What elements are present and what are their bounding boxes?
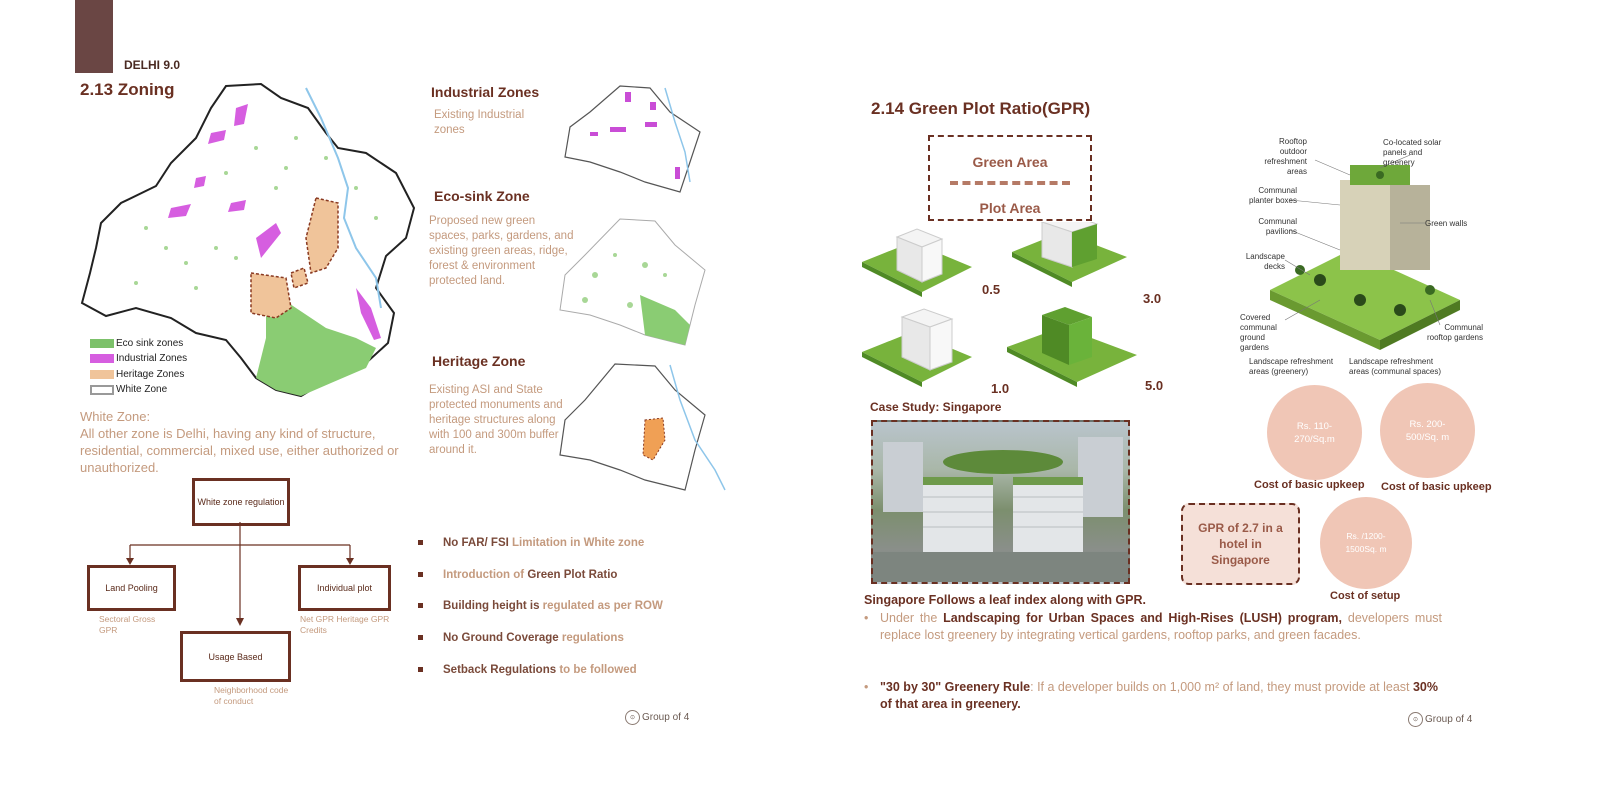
bullet-marker xyxy=(418,603,423,608)
bullet-ground-coverage xyxy=(418,632,624,644)
legend-label: Eco sink zones xyxy=(116,338,184,349)
section-title-zoning: 2.13 Zoning xyxy=(80,80,175,99)
point-text: : If a developer builds on 1,000 m² of land, they must provide at least xyxy=(1030,680,1413,694)
formula-numerator: Green Area xyxy=(972,154,1048,170)
eco-sink-map xyxy=(545,215,715,355)
singapore-hotel-photo xyxy=(871,420,1130,584)
bullet-bold: Building height is xyxy=(443,600,540,612)
cost-amount: Rs. /1200-1500Sq. m xyxy=(1345,531,1387,554)
bullet-gpr-intro xyxy=(418,569,617,581)
eco-sink-desc: Proposed new green spaces, parks, gardens, and existing green areas, ridge, forest & environment protected land. xyxy=(429,215,574,287)
bullet-marker xyxy=(418,635,423,640)
point-bold: 30% of that area in greenery. xyxy=(880,680,1439,711)
flow-individual-plot-note: Net GPR Heritage GPR Credits xyxy=(300,614,390,635)
legend-label: White Zone xyxy=(116,384,168,395)
label-planter: Communal planter boxes xyxy=(1248,186,1297,205)
flow-usage-based-note: Neighborhood code of conduct xyxy=(214,685,289,706)
flow-land-pooling-box xyxy=(87,565,176,611)
legend-swatch xyxy=(90,370,114,379)
label-rooftop-gardens: Communal rooftop gardens xyxy=(1426,323,1483,342)
lush-point xyxy=(864,610,1442,644)
greenery-rule-point xyxy=(864,679,1442,713)
cost-amount: Rs. 200-500/Sq. m xyxy=(1405,418,1450,443)
delhi-zoning-map xyxy=(76,78,426,398)
industrial-zones-map xyxy=(550,82,710,202)
label-pavilions: Communal pavilions xyxy=(1258,217,1297,236)
label-refresh-comm: Landscape refreshment areas (communal spaces) xyxy=(1349,357,1442,376)
photo-buildings xyxy=(873,422,1128,582)
flow-root-box xyxy=(192,478,290,526)
gpr-value-0-5: 0.5 xyxy=(982,282,1001,297)
label-decks: Landscape decks xyxy=(1245,252,1285,271)
left-footer xyxy=(625,710,689,725)
bullet-building-height xyxy=(418,600,663,612)
point-bold: "30 by 30" Greenery Rule xyxy=(880,680,1031,694)
eco-sink-title: Eco-sink Zone xyxy=(434,188,530,204)
flow-individual-plot-box xyxy=(298,565,391,611)
white-zone-heading: White Zone: xyxy=(80,409,151,424)
formula-divider xyxy=(950,181,1070,185)
cost-label-upkeep-1: Cost of basic upkeep xyxy=(1254,479,1365,491)
legend-swatch xyxy=(90,385,114,395)
cost-amount: Rs. 110-270/Sq.m xyxy=(1294,420,1335,445)
white-zone-text: All other zone is Delhi, having any kind of structure, residential, commercial, mixed use, either authorized or unauthorized. xyxy=(80,426,399,475)
point-bullet: • xyxy=(864,680,869,694)
gpr-hotel-badge xyxy=(1181,503,1300,585)
footer-label: Group of 4 xyxy=(1425,714,1473,725)
gpr-formula-box xyxy=(928,135,1092,221)
group-logo-icon: ⊙ xyxy=(625,710,640,725)
cost-label-upkeep-2: Cost of basic upkeep xyxy=(1381,481,1492,493)
singapore-heading: Singapore Follows a leaf index along with GPR. xyxy=(864,593,1146,607)
page-header: DELHI 9.0 xyxy=(124,58,181,72)
flow-usage-based-label: Usage Based xyxy=(208,651,263,662)
gpr-value-1-0: 1.0 xyxy=(991,381,1010,396)
flow-usage-based-box xyxy=(180,631,291,682)
gpr-hotel-text: GPR of 2.7 in a hotel in Singapore xyxy=(1198,521,1283,567)
right-footer xyxy=(1408,712,1472,727)
header-accent-bar xyxy=(75,0,113,73)
bullet-marker xyxy=(418,540,423,545)
bullet-light: regulations xyxy=(561,632,624,644)
heritage-zone-title: Heritage Zone xyxy=(432,353,526,369)
legend-label: Heritage Zones xyxy=(116,369,185,380)
legend-swatch xyxy=(90,339,114,348)
cost-label-setup: Cost of setup xyxy=(1330,590,1401,602)
bullet-bold: No Ground Coverage xyxy=(443,632,559,644)
legend-industrial xyxy=(90,353,187,364)
point-bold: Landscaping for Urban Spaces and High-Rises (LUSH) program, xyxy=(943,611,1342,625)
flow-land-pooling-note: Sectoral Gross GPR xyxy=(99,614,156,635)
label-refresh-green: Landscape refreshment areas (greenery) xyxy=(1249,357,1334,376)
bullet-no-far xyxy=(418,537,644,549)
bullet-light: to be followed xyxy=(559,664,637,676)
bullet-setback xyxy=(418,664,637,676)
label-rooftop-outdoor: Rooftop outdoor refreshment areas xyxy=(1264,137,1307,176)
industrial-zones-desc: Existing Industrial zones xyxy=(434,109,525,136)
legend-heritage xyxy=(90,369,184,380)
heritage-zone-map xyxy=(545,360,730,500)
flow-root-label: White zone regulation xyxy=(197,497,285,507)
flow-individual-plot-label: Individual plot xyxy=(316,583,373,593)
gpr-examples-illustration xyxy=(862,222,1172,412)
footer-label: Group of 4 xyxy=(642,712,690,723)
case-study-label: Case Study: Singapore xyxy=(870,400,1002,414)
legend-eco-sink xyxy=(90,338,183,349)
point-text: developers must replace lost greenery by integrating vertical gardens, rooftop parks, and green facades. xyxy=(880,611,1442,642)
group-logo-icon: ⊙ xyxy=(1408,712,1423,727)
bullet-light: Limitation in White zone xyxy=(512,537,645,549)
label-green-walls: Green walls xyxy=(1425,219,1468,228)
point-bullet: • xyxy=(864,611,869,625)
legend-label: Industrial Zones xyxy=(116,353,188,364)
bullet-bold: No FAR/ FSI xyxy=(443,537,509,549)
formula-denominator: Plot Area xyxy=(979,200,1041,216)
point-text: Under the xyxy=(880,611,944,625)
bullet-bold: Setback Regulations xyxy=(443,664,557,676)
label-covered: Covered communal ground gardens xyxy=(1240,313,1277,352)
bullet-bold: Green Plot Ratio xyxy=(527,569,618,581)
cost-circle-setup xyxy=(1320,497,1412,589)
bullet-marker xyxy=(418,572,423,577)
gpr-value-5-0: 5.0 xyxy=(1145,378,1164,393)
flow-land-pooling-label: Land Pooling xyxy=(105,583,158,593)
section-title-gpr: 2.14 Green Plot Ratio(GPR) xyxy=(871,99,1091,118)
bullet-marker xyxy=(418,667,423,672)
cost-circle-upkeep-2 xyxy=(1380,383,1475,478)
legend-swatch xyxy=(90,354,114,363)
label-colocated: Co-located solar panels and greenery xyxy=(1383,138,1442,167)
industrial-zones-title: Industrial Zones xyxy=(431,84,540,100)
bullet-light: regulated as per ROW xyxy=(542,600,663,612)
legend-white xyxy=(90,384,167,395)
cost-circle-upkeep-1 xyxy=(1267,385,1362,480)
bullet-light: Introduction of xyxy=(443,569,525,581)
gpr-value-3-0: 3.0 xyxy=(1143,291,1162,306)
heritage-zone-desc: Existing ASI and State protected monuments and heritage structures along with 100 and 300m buffer around it. xyxy=(429,384,563,456)
